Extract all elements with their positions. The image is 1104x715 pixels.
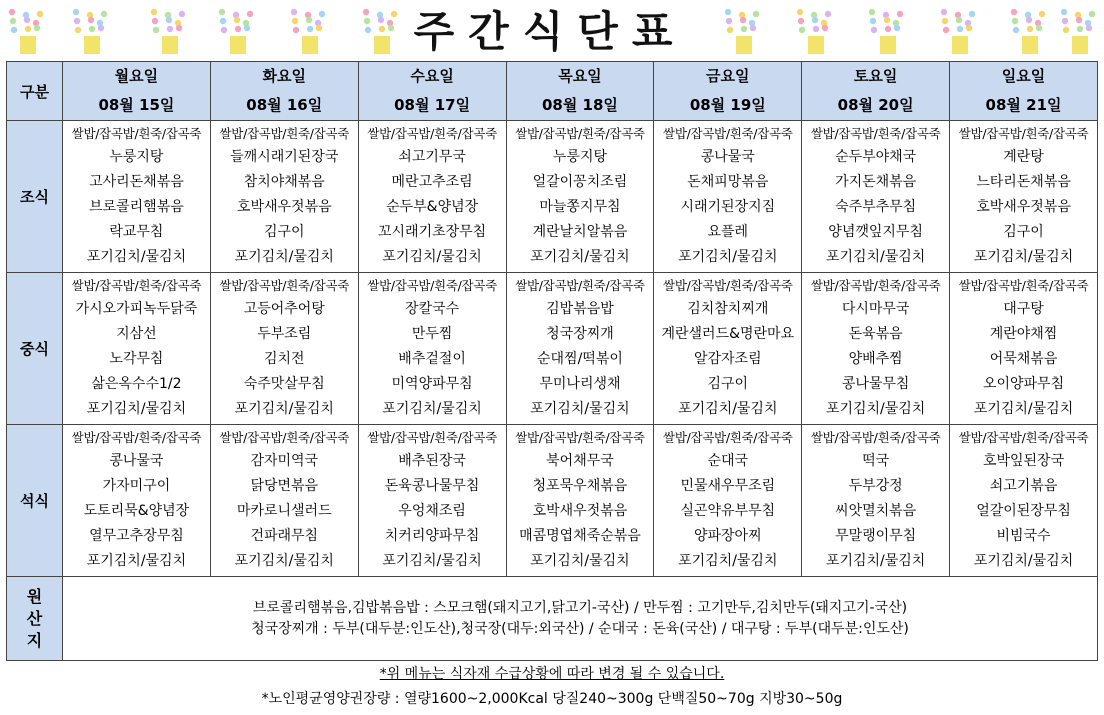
menu-cell (63, 121, 211, 273)
menu-item: 실곤약유부무침 (680, 503, 776, 519)
menu-table (6, 61, 1098, 661)
menu-cell (506, 121, 654, 273)
page-title: 주간식단표 (413, 7, 687, 56)
origin-line: 청국장찌개 : 두부(대두분:인도산),청국장(대두:외국산) / 순대국 : 돈육(국산) / 대구탕 : 두부(대두분:인도산) (251, 620, 909, 637)
menu-item: 닭당면볶음 (250, 478, 319, 494)
menu-item: 쌀밥/잡곡밥/흰죽/잡곡죽 (810, 430, 941, 445)
menu-item: 쌀밥/잡곡밥/흰죽/잡곡죽 (219, 430, 350, 445)
meal-row (7, 273, 1098, 425)
menu-item: 쌀밥/잡곡밥/흰죽/잡곡죽 (367, 430, 497, 445)
day-header (654, 62, 802, 121)
menu-item: 포기김치/물김치 (234, 249, 334, 265)
menu-cell (654, 121, 802, 273)
flower-pot-icon (291, 9, 325, 54)
menu-item: 들깨시래기된장국 (230, 149, 339, 165)
menu-item: 양배추찜 (848, 351, 903, 367)
menu-cell (506, 425, 654, 577)
flower-pot-icon (1061, 9, 1095, 54)
menu-item: 숙주부추무침 (835, 199, 917, 215)
menu-item: 숙주맛살무침 (243, 376, 325, 392)
menu-item: 두부강정 (848, 478, 903, 494)
flower-pot-icon (151, 9, 185, 54)
menu-item: 포기김치/물김치 (234, 553, 334, 569)
menu-item: 누룽지탕 (109, 149, 164, 165)
origin-info (63, 577, 1098, 661)
menu-item: 참치야채볶음 (243, 174, 325, 190)
origin-label-char: 산 (26, 608, 43, 628)
menu-item: 포기김치/물김치 (825, 401, 926, 417)
day-date: 08월 19일 (689, 96, 766, 114)
day-name: 수요일 (410, 67, 454, 85)
menu-item: 쌀밥/잡곡밥/흰죽/잡곡죽 (663, 430, 793, 445)
meal-row (7, 425, 1098, 577)
menu-item: 콩나물국 (109, 453, 164, 469)
menu-item: 쌀밥/잡곡밥/흰죽/잡곡죽 (515, 126, 645, 141)
menu-item: 포기김치/물김치 (530, 249, 630, 265)
menu-item: 포기김치/물김치 (678, 249, 778, 265)
menu-item: 오이양파무침 (982, 376, 1065, 392)
day-date: 08월 17일 (394, 96, 471, 114)
menu-item: 대구탕 (1003, 301, 1044, 317)
menu-item: 콩나물국 (700, 149, 755, 165)
menu-item: 포기김치/물김치 (825, 553, 926, 569)
menu-item: 쌀밥/잡곡밥/흰죽/잡곡죽 (367, 278, 497, 293)
menu-item: 포기김치/물김치 (678, 553, 778, 569)
origin-label-char: 원 (26, 586, 43, 606)
menu-item: 민물새우무조림 (680, 478, 776, 494)
flower-pot-icon (941, 9, 975, 54)
category-header: 구분 (7, 62, 63, 121)
menu-item: 장칼국수 (405, 301, 460, 317)
meal-row (7, 121, 1098, 273)
menu-item: 돈채피망볶음 (687, 174, 769, 190)
menu-item: 락교무침 (109, 224, 164, 240)
day-date: 08월 16일 (246, 96, 323, 114)
menu-item: 씨앗멸치볶음 (835, 503, 917, 519)
menu-item: 브로콜리햄볶음 (89, 199, 184, 215)
menu-cell (210, 425, 358, 577)
menu-item: 계란탕 (1003, 149, 1044, 165)
menu-item: 쌀밥/잡곡밥/흰죽/잡곡죽 (219, 278, 350, 293)
menu-item: 쌀밥/잡곡밥/흰죽/잡곡죽 (958, 430, 1089, 445)
menu-cell (358, 425, 506, 577)
menu-item: 마늘쫑지무침 (539, 199, 621, 215)
menu-item: 포기김치/물김치 (382, 401, 482, 417)
menu-item: 누룽지탕 (552, 149, 607, 165)
menu-item: 치커리양파무침 (384, 528, 480, 544)
menu-item: 마카로니샐러드 (236, 503, 332, 519)
menu-item: 시래기된장지짐 (680, 199, 776, 215)
menu-item: 쌀밥/잡곡밥/흰죽/잡곡죽 (810, 278, 941, 293)
menu-item: 김치전 (263, 351, 305, 367)
menu-item: 순두부&양념장 (386, 199, 479, 215)
menu-item: 두부조림 (257, 326, 312, 342)
menu-cell (950, 273, 1098, 425)
menu-item: 호박새우젓볶음 (532, 503, 628, 519)
menu-item: 알감자조림 (693, 351, 762, 367)
flower-pot-icon (725, 9, 759, 54)
menu-item: 포기김치/물김치 (973, 249, 1074, 265)
menu-item: 요플레 (707, 224, 749, 240)
menu-item: 어묵채볶음 (989, 351, 1058, 367)
menu-item: 콩나물무침 (841, 376, 910, 392)
menu-item: 고등어추어탕 (243, 301, 325, 317)
menu-item: 포기김치/물김치 (678, 401, 778, 417)
day-date: 08월 21일 (985, 96, 1062, 114)
menu-item: 가자미구이 (102, 478, 171, 494)
change-notice: *위 메뉴는 식자재 수급상황에 따라 변경 될 수 있습니다. (379, 666, 725, 682)
menu-item: 우엉채조림 (398, 503, 466, 519)
origin-row (7, 577, 1098, 661)
day-name: 금요일 (706, 67, 750, 85)
flower-pot-icon (1011, 9, 1045, 54)
menu-item: 김구이 (1003, 224, 1044, 240)
menu-item: 포기김치/물김치 (86, 401, 187, 417)
menu-item: 노각무침 (109, 351, 164, 367)
menu-cell (358, 273, 506, 425)
day-name: 토요일 (853, 67, 898, 85)
menu-item: 호박잎된장국 (982, 453, 1065, 469)
menu-item: 순두부야채국 (835, 149, 917, 165)
menu-item: 무미나리생채 (539, 376, 621, 392)
nutrition-info: *노인평균영양권장량 : 열량1600~2,000Kcal 당질240~300g 단백질50~70g 지방30~50g (261, 691, 843, 707)
menu-item: 돈육콩나물무침 (384, 478, 480, 494)
menu-item: 감자미역국 (250, 453, 319, 469)
menu-item: 쌀밥/잡곡밥/흰죽/잡곡죽 (663, 126, 793, 141)
menu-item: 쇠고기볶음 (989, 478, 1058, 494)
menu-item: 쌀밥/잡곡밥/흰죽/잡곡죽 (71, 126, 202, 141)
day-header (506, 62, 654, 121)
menu-item: 쌀밥/잡곡밥/흰죽/잡곡죽 (71, 430, 202, 445)
banner (0, 0, 1104, 60)
menu-item: 청국장찌개 (546, 326, 614, 342)
menu-item: 김구이 (263, 224, 305, 240)
menu-item: 쇠고기무국 (398, 149, 466, 165)
menu-item: 포기김치/물김치 (382, 249, 482, 265)
menu-item: 배추겉절이 (398, 351, 466, 367)
menu-cell (63, 273, 211, 425)
menu-item: 비빔국수 (996, 528, 1051, 544)
flower-pot-icon (219, 9, 253, 54)
menu-item: 떡국 (862, 453, 890, 469)
day-date: 08월 15일 (98, 96, 175, 114)
menu-item: 만두찜 (411, 326, 453, 342)
menu-item: 김구이 (707, 376, 749, 392)
menu-item: 청포묵우채볶음 (532, 478, 628, 494)
menu-item: 쌀밥/잡곡밥/흰죽/잡곡죽 (219, 126, 350, 141)
menu-cell (654, 273, 802, 425)
menu-item: 북어채무국 (546, 453, 614, 469)
menu-item: 쌀밥/잡곡밥/흰죽/잡곡죽 (515, 430, 645, 445)
menu-item: 쌀밥/잡곡밥/흰죽/잡곡죽 (958, 126, 1089, 141)
origin-line: 브로콜리햄볶음,김밥볶음밥 : 스모크햄(돼지고기,닭고기-국산) / 만두찜 : 고기만두,김치만두(돼지고기-국산) (252, 599, 908, 616)
menu-item: 돈육볶음 (848, 326, 903, 342)
menu-cell (802, 273, 950, 425)
day-header (358, 62, 506, 121)
flower-pot-icon (73, 9, 107, 54)
menu-item: 포기김치/물김치 (530, 401, 630, 417)
menu-item: 삶은옥수수1/2 (91, 376, 182, 392)
menu-item: 지삼선 (116, 326, 157, 342)
menu-cell (950, 121, 1098, 273)
menu-cell (654, 425, 802, 577)
menu-item: 느타리돈채볶음 (976, 174, 1071, 190)
flower-pot-icon (869, 9, 903, 54)
menu-cell (210, 273, 358, 425)
menu-item: 고사리돈채볶음 (89, 174, 184, 190)
menu-cell (506, 273, 654, 425)
menu-cell (802, 425, 950, 577)
menu-item: 포기김치/물김치 (825, 249, 926, 265)
menu-cell (210, 121, 358, 273)
menu-item: 쌀밥/잡곡밥/흰죽/잡곡죽 (71, 278, 202, 293)
origin-label-char: 지 (26, 630, 43, 650)
day-header (950, 62, 1098, 121)
meal-label: 조식 (7, 121, 63, 273)
menu-item: 다시마무국 (841, 301, 910, 317)
menu-item: 배추된장국 (398, 453, 466, 469)
menu-item: 포기김치/물김치 (86, 249, 187, 265)
menu-cell (63, 425, 211, 577)
menu-item: 김치참치찌개 (687, 301, 769, 317)
menu-item: 호박새우젓볶음 (976, 199, 1071, 215)
day-name: 화요일 (262, 67, 306, 85)
menu-item: 가지돈채볶음 (835, 174, 917, 190)
day-name: 월요일 (114, 67, 159, 85)
day-header (63, 62, 211, 121)
menu-item: 순대국 (707, 453, 749, 469)
day-name: 목요일 (558, 67, 602, 85)
menu-item: 포기김치/물김치 (973, 553, 1074, 569)
menu-item: 계란날치알볶음 (532, 224, 628, 240)
menu-item: 포기김치/물김치 (234, 401, 334, 417)
menu-item: 미역양파무침 (391, 376, 473, 392)
menu-item: 김밥볶음밥 (546, 301, 614, 317)
meal-label: 석식 (7, 425, 63, 577)
menu-item: 계란야채찜 (989, 326, 1058, 342)
menu-item: 쌀밥/잡곡밥/흰죽/잡곡죽 (515, 278, 645, 293)
menu-item: 메란고추조림 (391, 174, 473, 190)
menu-item: 양파장아찌 (693, 528, 762, 544)
menu-item: 건파래무침 (250, 528, 319, 544)
menu-item: 계란샐러드&명란마요 (661, 326, 795, 342)
menu-item: 꼬시래기초장무침 (378, 224, 487, 240)
menu-item: 포기김치/물김치 (973, 401, 1074, 417)
menu-cell (802, 121, 950, 273)
menu-item: 쌀밥/잡곡밥/흰죽/잡곡죽 (958, 278, 1089, 293)
menu-item: 도토리묵&양념장 (83, 503, 190, 519)
meal-label: 중식 (7, 273, 63, 425)
menu-item: 열무고추장무침 (89, 528, 184, 544)
menu-cell (358, 121, 506, 273)
header-row (7, 62, 1098, 121)
day-date: 08월 18일 (541, 96, 618, 114)
menu-cell (950, 425, 1098, 577)
menu-item: 쌀밥/잡곡밥/흰죽/잡곡죽 (810, 126, 941, 141)
origin-header (7, 577, 63, 661)
menu-item: 쌀밥/잡곡밥/흰죽/잡곡죽 (663, 278, 793, 293)
day-name: 일요일 (1001, 67, 1046, 85)
flower-pot-icon (797, 9, 831, 54)
menu-item: 얼갈이된장무침 (976, 503, 1071, 519)
menu-item: 매콤명엽채죽순볶음 (519, 528, 641, 544)
menu-item: 포기김치/물김치 (382, 553, 482, 569)
day-header (210, 62, 358, 121)
menu-item: 포기김치/물김치 (530, 553, 630, 569)
menu-item: 얼갈이꽁치조림 (532, 174, 628, 190)
menu-item: 순대찜/떡볶이 (537, 351, 623, 367)
menu-item: 호박새우젓볶음 (236, 199, 332, 215)
menu-item: 양념깻잎지무침 (828, 224, 923, 240)
flower-pot-icon (9, 9, 43, 54)
menu-item: 가시오가피녹두닭죽 (75, 301, 198, 317)
menu-item: 포기김치/물김치 (86, 553, 187, 569)
menu-item: 쌀밥/잡곡밥/흰죽/잡곡죽 (367, 126, 497, 141)
day-date: 08월 20일 (837, 96, 914, 114)
day-header (802, 62, 950, 121)
menu-item: 무말랭이무침 (835, 528, 917, 544)
